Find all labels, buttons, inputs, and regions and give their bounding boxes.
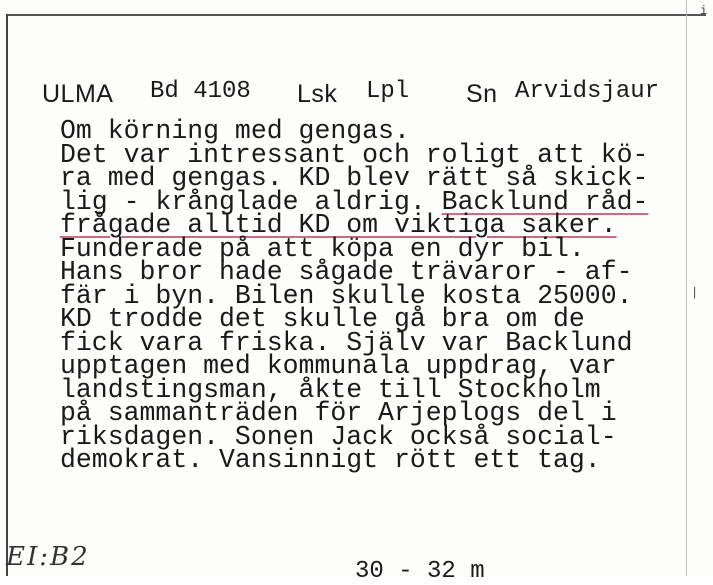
parish-name: Arvidsjaur xyxy=(515,78,660,105)
text-line: Hans bror hade sågade trävaror - af- xyxy=(60,257,633,287)
card-header xyxy=(0,78,713,118)
text-line: KD trodde det skulle gå bra om de xyxy=(60,304,585,334)
highlighted-line: frågade alltid KD om viktiga saker. xyxy=(60,210,617,240)
archive-stamp: EI:B2 xyxy=(6,542,90,572)
top-right-mark: i xyxy=(700,4,708,18)
text-line: riksdagen. Sonen Jack också social- xyxy=(60,421,617,452)
text-line: Funderade på att köpa en dyr bil. xyxy=(60,233,585,264)
text-line: landstingsman, åkte till Stockholm xyxy=(60,374,601,405)
text-line: Om körning med gengas. xyxy=(60,116,410,146)
text-line: demokrat. Vansinnigt rött ett tag. xyxy=(60,445,601,475)
text-line: fick vara friska. Själv var Backlund xyxy=(60,327,633,358)
parish-label: Lsk xyxy=(297,80,338,108)
text-line: på sammanträden för Arjeplogs del i xyxy=(60,398,617,428)
page-reference: 30 - 32 m xyxy=(355,558,485,585)
record-text xyxy=(60,116,680,475)
right-edge-mark: | xyxy=(691,286,699,300)
county-code: Lpl xyxy=(366,78,410,105)
volume-number: Bd 4108 xyxy=(150,78,251,105)
place-name: ULMA xyxy=(42,80,114,108)
highlighted-text: Backlund råd- xyxy=(441,186,649,217)
text-segment: lig - krånglade aldrig. xyxy=(60,186,442,217)
text-line: fär i byn. Bilen skulle kosta 25000. xyxy=(60,280,633,311)
text-line: upptagen med kommunala uppdrag, var xyxy=(60,351,617,381)
sn-label: Sn xyxy=(466,80,498,108)
text-line: ra med gengas. KD blev rätt så skick- xyxy=(60,163,649,193)
card-top-edge xyxy=(6,14,706,16)
text-line: Det var intressant och roligt att kö- xyxy=(60,139,649,170)
